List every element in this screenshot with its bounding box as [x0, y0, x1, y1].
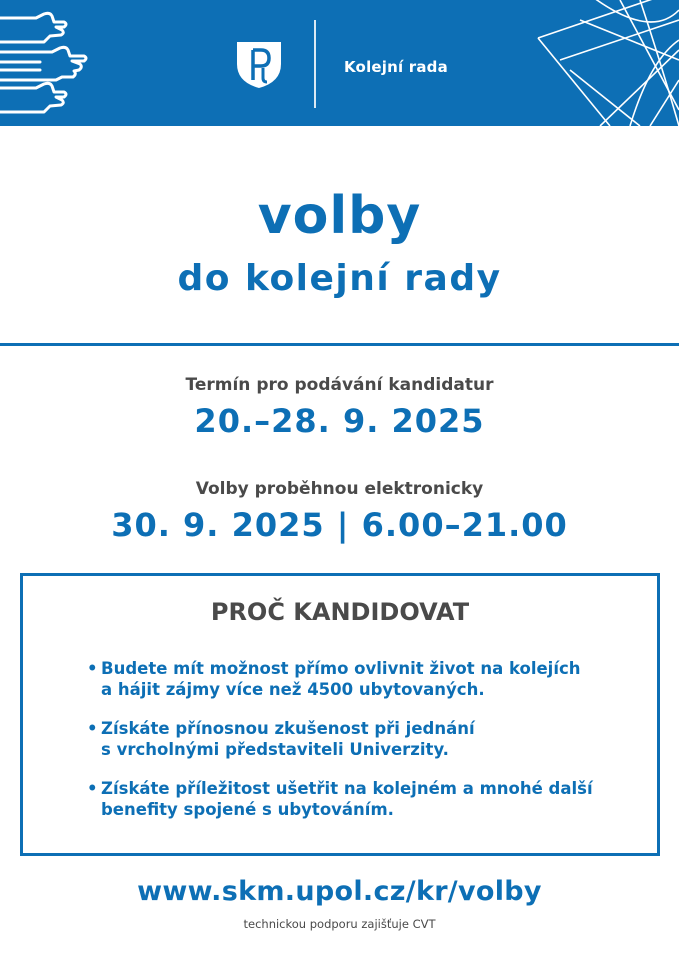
list-item-line: Získáte příležitost ušetřit na kolejném a mnohé další — [101, 779, 593, 798]
list-item-line: Budete mít možnost přímo ovlivnit život na kolejích — [101, 659, 581, 678]
list-item-line: a hájit zájmy více než 4500 ubytovaných. — [101, 680, 485, 699]
list-item — [87, 718, 647, 760]
support-note: technickou podporu zajišťuje CVT — [243, 917, 436, 931]
university-logo-icon — [233, 38, 285, 90]
list-item-line: Získáte přínosnou zkušenost při jednání — [101, 719, 475, 738]
list-item-line: s vrcholnými představiteli Univerzity. — [101, 740, 449, 759]
candidacy-label: Termín pro podávání kandidatur — [185, 375, 494, 395]
reasons-list — [87, 658, 647, 838]
header-banner — [0, 0, 679, 126]
hands-icon — [0, 10, 110, 120]
list-item-line: benefity spojené s ubytováním. — [101, 800, 394, 819]
list-item — [87, 778, 647, 820]
list-item — [87, 658, 647, 700]
header-divider — [314, 20, 316, 108]
main-subtitle: do kolejní rady — [177, 258, 502, 299]
why-candidate-box — [20, 573, 660, 856]
main-title: volby — [257, 186, 422, 246]
council-name: Kolejní rada — [344, 58, 448, 76]
website-link[interactable]: www.skm.upol.cz/kr/volby — [137, 876, 542, 907]
bullet-dot: • — [87, 779, 98, 798]
election-label: Volby proběhnou elektronicky — [195, 479, 484, 499]
geometric-lines-decoration — [530, 0, 679, 126]
election-datetime: 30. 9. 2025 | 6.00–21.00 — [111, 506, 568, 544]
candidacy-dates: 20.–28. 9. 2025 — [194, 402, 485, 440]
section-divider — [0, 343, 679, 346]
bullet-dot: • — [87, 659, 98, 678]
bullet-dot: • — [87, 719, 98, 738]
why-candidate-title: PROČ KANDIDOVAT — [210, 598, 470, 626]
